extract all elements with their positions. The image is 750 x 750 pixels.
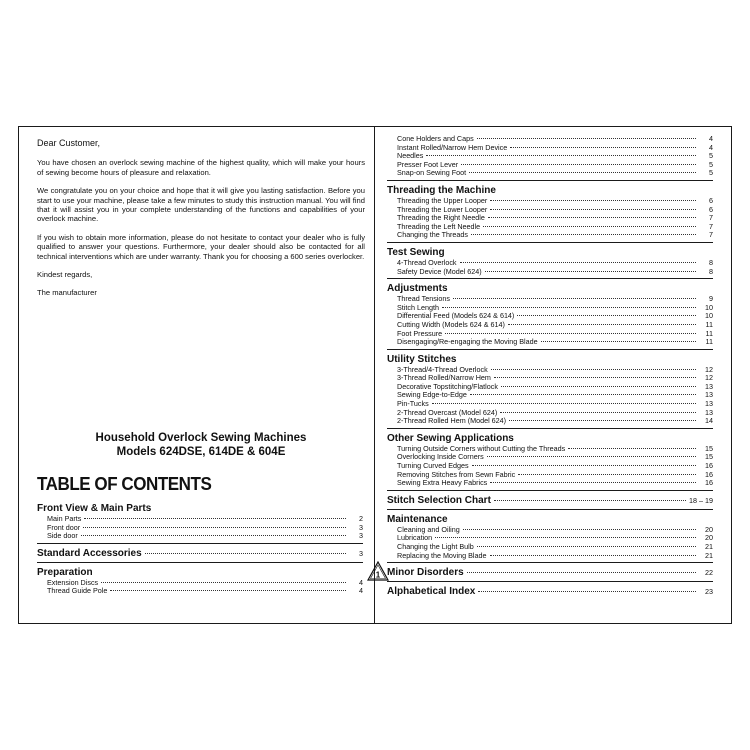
toc-leader (101, 582, 346, 583)
toc-leader (490, 209, 696, 210)
toc-heading: TABLE OF CONTENTS (37, 473, 212, 494)
toc-divider (387, 349, 713, 350)
toc-leader (508, 324, 696, 325)
toc-leader (500, 412, 696, 413)
toc-leader (517, 315, 696, 316)
toc-leader (485, 271, 696, 272)
toc-label: Safety Device (Model 624) (397, 266, 482, 276)
manual-spread (18, 126, 732, 624)
toc-section[interactable] (387, 514, 713, 526)
toc-label: Turning Outside Corners without Cutting the Threads (397, 443, 566, 453)
toc-section[interactable] (37, 503, 363, 515)
toc-entry[interactable] (387, 552, 713, 561)
toc-leader (490, 555, 697, 556)
toc-divider (37, 562, 363, 563)
toc-leader (494, 500, 686, 501)
toc-leader (83, 527, 346, 528)
toc-section[interactable] (387, 586, 713, 598)
toc-label: Removing Stitches from Sewn Fabric (397, 469, 516, 479)
toc-page-number: 13 (705, 390, 713, 400)
toc-label: Threading the Lower Looper (397, 204, 488, 214)
toc-label: Cone Holders and Caps (397, 134, 474, 143)
toc-label: Sewing Edge-to-Edge (397, 390, 467, 400)
toc-label: Decorative Topstitching/Flatlock (397, 381, 498, 391)
toc-page-number: 4 (709, 142, 713, 152)
toc-page-number: 16 (705, 461, 713, 471)
toc-leader (490, 200, 696, 201)
toc-entry[interactable] (387, 526, 713, 535)
toc-page-number: 4 (709, 134, 713, 143)
toc-leader (491, 369, 696, 370)
letter-paragraph: You have chosen an overlock sewing machine of the highest quality, which will make your hours of sewing become hours of pleasure and relaxation. (37, 158, 365, 177)
toc-page-number: 15 (705, 443, 713, 453)
toc-label: 2-Thread Rolled Hem (Model 624) (397, 416, 507, 426)
toc-label: Threading the Right Needle (397, 213, 485, 223)
toc-page-number: 11 (705, 319, 713, 329)
toc-page-number: 10 (705, 311, 713, 321)
toc-label: Side door (47, 531, 78, 541)
toc-label: Sewing Extra Heavy Fabrics (397, 478, 488, 488)
toc-leader (426, 155, 696, 156)
toc-page-number: 23 (705, 587, 713, 597)
toc-label: Pin-Tucks (397, 399, 429, 409)
toc-leader (483, 226, 696, 227)
toc-leader (477, 138, 696, 139)
toc-label: Main Parts (47, 514, 82, 523)
toc-page-number: 21 (705, 550, 713, 560)
toc-leader (471, 234, 696, 235)
toc-leader (490, 482, 696, 483)
toc-leader (145, 553, 346, 554)
product-line-2: Models 624DSE, 614DE & 604E (116, 446, 286, 458)
toc-page-number: 11 (705, 337, 713, 347)
toc-right-column (387, 135, 713, 598)
toc-page-number: 3 (359, 531, 363, 541)
toc-entry[interactable] (387, 144, 713, 153)
toc-page-number: 16 (705, 469, 713, 479)
toc-divider (387, 581, 713, 582)
toc-divider (387, 180, 713, 181)
toc-page-number: 5 (709, 168, 713, 178)
toc-label: Threading the Machine (387, 184, 496, 196)
toc-entry[interactable] (387, 338, 713, 347)
toc-page-number: 7 (709, 230, 713, 240)
toc-label: Presser Foot Lever (397, 159, 459, 169)
toc-label: Changing the Light Bulb (397, 542, 474, 551)
toc-entry[interactable] (37, 524, 363, 533)
toc-label: Minor Disorders (387, 567, 464, 579)
toc-page-number: 5 (709, 151, 713, 161)
letter-paragraph: If you wish to obtain more information, please do not hesitate to contact your dealer who is fully qualified to answer your questions. Furthermore, your dealer should also be contacted for all technical interventions which are under warranty. Thank you for choosing a 600 series overlocker. (37, 232, 365, 261)
toc-leader (470, 394, 696, 395)
toc-section[interactable] (387, 495, 713, 507)
toc-leader (435, 537, 696, 538)
toc-page-number: 20 (705, 533, 713, 543)
toc-page-number: 7 (709, 213, 713, 223)
toc-page-number: 16 (705, 478, 713, 488)
toc-entry[interactable] (387, 391, 713, 400)
toc-label: Maintenance (387, 513, 448, 525)
product-title (37, 431, 365, 459)
toc-label: Threading the Upper Looper (397, 195, 488, 205)
toc-leader (488, 217, 696, 218)
toc-leader (472, 465, 696, 466)
toc-leader (478, 591, 696, 592)
toc-page-number: 15 (705, 452, 713, 462)
toc-label: Foot Pressure (397, 328, 443, 338)
toc-label: Thread Tensions (397, 294, 451, 304)
toc-page-number: 3 (359, 522, 363, 532)
toc-page-number: 4 (359, 586, 363, 596)
toc-page-number: 20 (705, 524, 713, 534)
toc-label: Stitch Length (397, 302, 439, 312)
welcome-letter (37, 139, 365, 307)
letter-paragraph: We congratulate you on your choice and hope that it will give you lasting satisfaction. Before you start to use your machine, please take a few minutes to study this instruction manual. You will find that it will assist you in your complete understanding of the functions and capabilities of your overlock machine. (37, 186, 365, 224)
toc-leader (453, 298, 696, 299)
toc-leader (467, 572, 696, 573)
toc-page-number: 11 (705, 328, 713, 338)
toc-page-number: 5 (709, 159, 713, 169)
toc-page-number: 13 (705, 399, 713, 409)
toc-entry[interactable] (387, 231, 713, 240)
toc-page-number: 7 (709, 221, 713, 231)
toc-page-number: 3 (359, 548, 363, 558)
letter-greeting: Dear Customer, (37, 138, 101, 148)
toc-label: Replacing the Moving Blade (397, 550, 487, 560)
toc-divider (387, 509, 713, 510)
toc-page-number: 12 (705, 364, 713, 374)
toc-label: Turning Curved Edges (397, 461, 469, 471)
page-number: 1 (375, 570, 381, 580)
toc-label: Other Sewing Applications (387, 432, 514, 444)
toc-label: Instant Rolled/Narrow Hem Device (397, 142, 508, 152)
letter-signature: The manufacturer (37, 288, 97, 298)
toc-label: Needles (397, 151, 424, 161)
toc-leader (568, 448, 696, 449)
toc-label: Front View & Main Parts (37, 503, 152, 514)
toc-entry[interactable] (37, 532, 363, 541)
toc-page-number: 8 (709, 257, 713, 267)
toc-label: Disengaging/Re-engaging the Moving Blade (397, 337, 538, 347)
page-number-triangle-icon (367, 561, 389, 581)
toc-page-number: 12 (705, 373, 713, 383)
toc-label: Lubrication (397, 533, 433, 543)
toc-label: Threading the Left Needle (397, 221, 481, 231)
toc-page-number: 8 (709, 266, 713, 276)
toc-page-number: 9 (709, 294, 713, 304)
toc-label: Utility Stitches (387, 353, 457, 365)
toc-label: Thread Guide Pole (47, 586, 108, 596)
toc-entry[interactable] (387, 169, 713, 178)
toc-page-number: 4 (359, 577, 363, 587)
toc-leader (442, 307, 696, 308)
toc-page-number: 10 (705, 302, 713, 312)
toc-page-number: 22 (705, 568, 713, 578)
toc-leader (84, 518, 346, 519)
toc-label: Cutting Width (Models 624 & 614) (397, 319, 505, 329)
toc-divider (387, 562, 713, 563)
toc-label: Front door (47, 522, 81, 532)
toc-leader (81, 535, 346, 536)
toc-label: 2-Thread Overcast (Model 624) (397, 407, 498, 417)
toc-entry[interactable] (37, 587, 363, 596)
toc-page-number: 2 (359, 514, 363, 523)
toc-label: Stitch Selection Chart (387, 494, 491, 506)
product-line-1: Household Overlock Sewing Machines (95, 432, 307, 444)
toc-leader (445, 333, 696, 334)
toc-label: Cleaning and Oiling (397, 524, 460, 534)
toc-leader (518, 474, 696, 475)
toc-leader (501, 386, 696, 387)
toc-page-number: 18 – 19 (689, 495, 713, 505)
toc-label: 3-Thread/4-Thread Overlock (397, 364, 488, 374)
toc-label: Snap-on Sewing Foot (397, 168, 467, 178)
toc-leader (509, 420, 696, 421)
toc-label: Alphabetical Index (387, 586, 476, 598)
toc-divider (387, 490, 713, 491)
toc-divider (387, 242, 713, 243)
toc-divider (387, 278, 713, 279)
toc-label: Preparation (37, 566, 93, 578)
toc-divider (37, 543, 363, 544)
toc-label: Differential Feed (Models 624 & 614) (397, 311, 515, 321)
toc-leader (432, 403, 696, 404)
toc-section[interactable] (387, 567, 713, 579)
toc-entry[interactable] (387, 417, 713, 426)
toc-section[interactable] (37, 567, 363, 579)
toc-label: 4-Thread Overlock (397, 257, 457, 267)
toc-label: Standard Accessories (37, 547, 142, 559)
toc-page-number: 14 (705, 416, 713, 426)
toc-label: 3-Thread Rolled/Narrow Hem (397, 373, 491, 383)
toc-page-number: 6 (709, 204, 713, 214)
toc-page-number: 6 (709, 195, 713, 205)
letter-closing: Kindest regards, (37, 270, 93, 280)
toc-divider (387, 428, 713, 429)
toc-label: Test Sewing (387, 246, 445, 258)
toc-leader (487, 456, 696, 457)
toc-leader (541, 341, 696, 342)
toc-leader (469, 172, 696, 173)
toc-leader (110, 590, 346, 591)
toc-label: Changing the Threads (397, 230, 468, 240)
toc-section[interactable] (387, 354, 713, 366)
toc-leader (461, 164, 696, 165)
toc-section[interactable] (37, 548, 363, 560)
toc-leader (477, 546, 696, 547)
toc-label: Overlocking Inside Corners (397, 452, 484, 462)
toc-leader (463, 529, 696, 530)
toc-left-column (37, 499, 363, 596)
toc-page-number: 21 (705, 542, 713, 551)
toc-entry[interactable] (37, 515, 363, 524)
toc-leader (460, 262, 696, 263)
page-fold (374, 127, 375, 623)
toc-leader (494, 377, 696, 378)
toc-leader (510, 147, 696, 148)
toc-entry[interactable] (387, 479, 713, 488)
toc-entry[interactable] (387, 268, 713, 277)
toc-page-number: 13 (705, 407, 713, 417)
toc-label: Extension Discs (47, 577, 99, 587)
toc-label: Adjustments (387, 283, 448, 295)
toc-page-number: 13 (705, 381, 713, 391)
